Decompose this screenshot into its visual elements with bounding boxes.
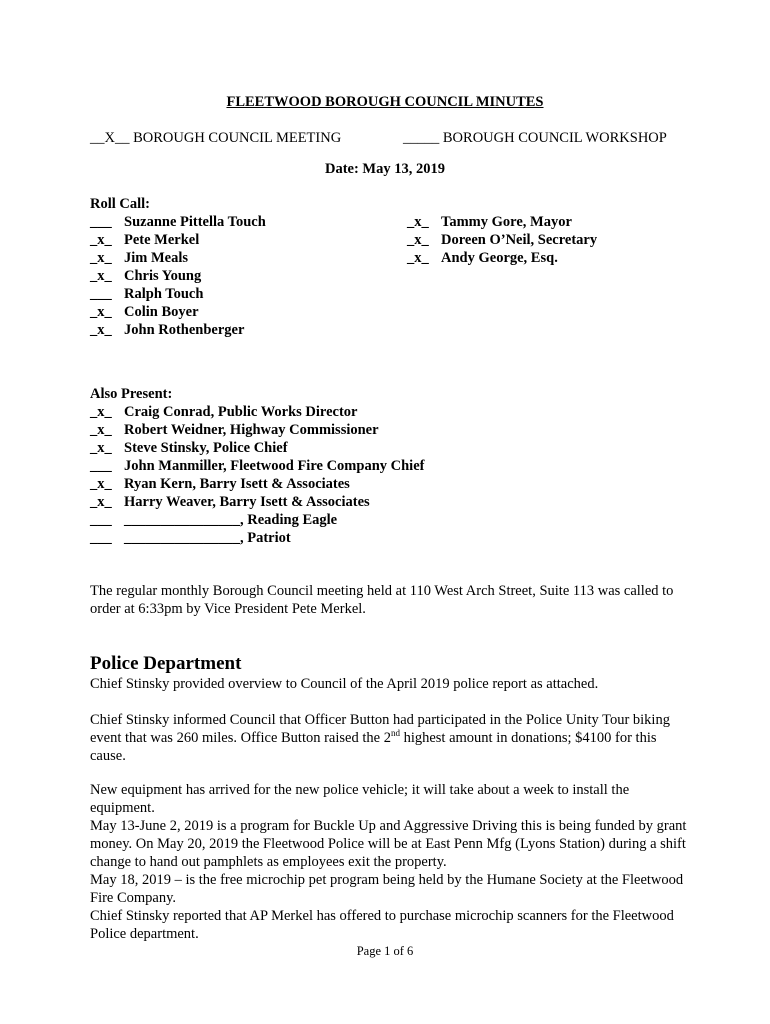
member-name: Andy George, Esq. <box>441 250 558 266</box>
roll-call-entry <box>90 231 199 249</box>
meeting-type-workshop: _____ BOROUGH COUNCIL WORKSHOP <box>403 130 667 146</box>
police-paragraph-4: May 13-June 2, 2019 is a program for Buckle Up and Aggressive Driving this is being funded by grant money. On May 20, 2019 the Fleetwood Police will be at East Penn Mfg (Lyons Station) during a shift change to hand out pamphlets as employees exit the property. <box>90 818 687 870</box>
police-paragraph-2 <box>90 711 690 765</box>
also-present-entry <box>90 475 350 493</box>
attendance-mark: ___ <box>90 214 112 230</box>
member-name: Doreen O’Neil, Secretary <box>441 232 598 248</box>
attendance-mark: ___ <box>90 530 112 546</box>
roll-call-heading: Roll Call: <box>90 196 151 212</box>
attendee-name: Ryan Kern, Barry Isett & Associates <box>124 476 350 492</box>
attendance-mark: ___ <box>90 286 112 302</box>
intro-paragraph: The regular monthly Borough Council meeting held at 110 West Arch Street, Suite 113 was called to order at 6:33pm by Vice President Pete Merkel. <box>90 583 674 617</box>
also-present-entry <box>90 439 288 457</box>
ordinal-suffix: nd <box>390 728 400 739</box>
attendance-mark: _x_ <box>90 322 112 338</box>
attendance-mark: _x_ <box>407 232 429 248</box>
attendance-mark: _x_ <box>90 304 112 320</box>
also-present-entry <box>90 529 291 547</box>
member-name: Suzanne Pittella Touch <box>124 214 266 230</box>
attendee-name: Harry Weaver, Barry Isett & Associates <box>124 494 370 510</box>
attendee-name: Steve Stinsky, Police Chief <box>124 440 288 456</box>
police-paragraph-2-text: Chief Stinsky informed Council that Officer Button had participated in the Police Unity Tour biking event that was 260 miles. Office Button raised the 2 <box>90 712 670 746</box>
also-present-entry <box>90 421 379 439</box>
also-present-entry <box>90 493 370 511</box>
police-paragraph-5: May 18, 2019 – is the free microchip pet program being held by the Humane Society at the Fleetwood Fire Company. <box>90 872 684 906</box>
roll-call-entry <box>90 213 266 231</box>
attendance-mark: _x_ <box>90 440 112 456</box>
also-present-entry <box>90 403 357 421</box>
also-present-entry <box>90 511 337 529</box>
attendance-mark: _x_ <box>90 404 112 420</box>
roll-call-entry <box>90 321 244 339</box>
attendance-mark: _x_ <box>90 232 112 248</box>
police-department-heading: Police Department <box>90 653 242 674</box>
police-paragraph-1: Chief Stinsky provided overview to Council of the April 2019 police report as attached. <box>90 676 599 692</box>
meeting-type-council: __X__ BOROUGH COUNCIL MEETING <box>90 130 342 146</box>
roll-call-entry <box>407 213 572 231</box>
page-number-footer: Page 1 of 6 <box>356 944 414 958</box>
member-name: Colin Boyer <box>124 304 199 320</box>
attendance-mark: _x_ <box>407 250 429 266</box>
attendance-mark: _x_ <box>407 214 429 230</box>
attendee-name: Craig Conrad, Public Works Director <box>124 404 358 420</box>
roll-call-entry <box>90 249 188 267</box>
also-present-heading: Also Present: <box>90 386 173 402</box>
attendance-mark: _x_ <box>90 268 112 284</box>
attendee-name: ________________, Patriot <box>124 530 291 546</box>
police-paragraph-3: New equipment has arrived for the new police vehicle; it will take about a week to install the equipment. <box>90 782 630 816</box>
member-name: John Rothenberger <box>124 322 245 338</box>
attendance-mark: _x_ <box>90 422 112 438</box>
attendee-name: ________________, Reading Eagle <box>124 512 338 528</box>
member-name: Ralph Touch <box>124 286 204 302</box>
attendee-name: Robert Weidner, Highway Commissioner <box>124 422 379 438</box>
attendee-name: John Manmiller, Fleetwood Fire Company Chief <box>124 458 425 474</box>
member-name: Pete Merkel <box>124 232 200 248</box>
roll-call-entry <box>90 285 203 303</box>
attendance-mark: ___ <box>90 512 112 528</box>
meeting-date: Date: May 13, 2019 <box>324 161 445 177</box>
attendance-mark: ___ <box>90 458 112 474</box>
roll-call-entry <box>90 267 201 285</box>
roll-call-entry <box>90 303 199 321</box>
attendance-mark: _x_ <box>90 250 112 266</box>
member-name: Jim Meals <box>124 250 189 266</box>
also-present-entry <box>90 457 424 475</box>
police-paragraph-6: Chief Stinsky reported that AP Merkel has offered to purchase microchip scanners for the Fleetwood Police department. <box>90 908 674 942</box>
police-paragraph-2-text-end: highest amount in donations; $4100 for this cause. <box>90 730 657 764</box>
document-title: FLEETWOOD BOROUGH COUNCIL MINUTES <box>226 94 544 110</box>
member-name: Tammy Gore, Mayor <box>441 214 572 230</box>
member-name: Chris Young <box>124 268 202 284</box>
roll-call-entry <box>407 231 597 249</box>
attendance-mark: _x_ <box>90 494 112 510</box>
roll-call-entry <box>407 249 558 267</box>
attendance-mark: _x_ <box>90 476 112 492</box>
